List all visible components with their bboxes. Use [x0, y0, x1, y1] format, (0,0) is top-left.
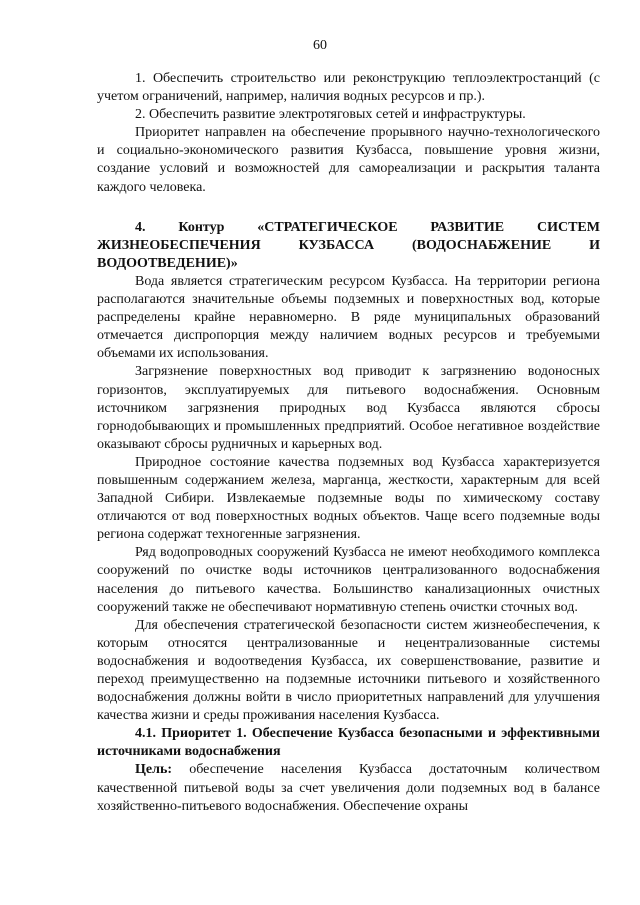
body-paragraph: Загрязнение поверхностных вод приводит к загрязнению водоносных горизонтов, эксплуатируемых для питьевого водоснабжения. Основным источником загрязнения природных вод Кузбасса являются сбросы горнодобывающих и промышленных предприятий. Особое негативное воздействие оказывают сбросы рудничных и карьерных вод.	[97, 364, 600, 452]
page-content	[97, 70, 600, 816]
priority-paragraph: Приоритет направлен на обеспечение прорывного научно-технологического и социально-экономического развития Кузбасса, повышение уровня жизни, создание условий и возможностей для самореализации и раскрытия таланта каждого человека.	[97, 125, 600, 195]
goal-text: обеспечение населения Кузбасса достаточным количеством качественной питьевой воды за счет увеличения доли подземных вод в балансе хозяйственно-питьевого водоснабжения. Обеспечение охраны	[97, 762, 600, 814]
page-number: 60	[313, 38, 327, 53]
body-paragraph: Природное состояние качества подземных вод Кузбасса характеризуется повышенным содержанием железа, марганца, жесткости, характерным для всей Западной Сибири. Извлекаемые подземные воды по химическому составу отличаются от вод поверхностных водных объектов. Чаще всего подземные воды региона содержат техногенные загрязнения.	[97, 454, 600, 543]
section-heading: 4. Контур «СТРАТЕГИЧЕСКОЕ РАЗВИТИЕ СИСТЕМ ЖИЗНЕОБЕСПЕЧЕНИЯ КУЗБАССА (ВОДОСНАБЖЕНИЕ И ВОДООТВЕДЕНИЕ)»	[97, 219, 600, 271]
body-paragraph: Для обеспечения стратегической безопасности систем жизнеобеспечения, к которым относятся централизованные и нецентрализованные системы водоснабжения и водоотведения Кузбасса, их совершенствование, развитие и переход преимущественно на подземные источники питьевого и хозяйственного водоснабжения должны войти в число приоритетных направлений для улучшения качества жизни и среды проживания населения Кузбасса.	[97, 617, 600, 724]
body-paragraph: Ряд водопроводных сооружений Кузбасса не имеют необходимого комплекса сооружений по очистке воды источников централизованного водоснабжения населения до питьевого качества. Большинство канализационных очистных сооружений также не обеспечивают нормативную степень очистки сточных вод.	[97, 545, 600, 615]
list-item: 1. Обеспечить строительство или реконструкцию теплоэлектростанций (с учетом ограничений, например, наличия водных ресурсов и пр.).	[97, 71, 600, 105]
list-item: 2. Обеспечить развитие электротяговых сетей и инфраструктуры.	[135, 107, 526, 123]
goal-paragraph	[97, 761, 600, 815]
body-paragraph: Вода является стратегическим ресурсом Кузбасса. На территории региона располагаются значительные объемы подземных и поверхностных вод, которые распределены крайне неравномерно. В ряде муниципальных образований отмечается диспропорция между наличием водных ресурсов и требуемыми объемами их использования.	[97, 273, 600, 362]
subsection-heading: 4.1. Приоритет 1. Обеспечение Кузбасса безопасными и эффективными источниками водоснабжения	[97, 726, 600, 760]
goal-label: Цель:	[135, 762, 173, 778]
